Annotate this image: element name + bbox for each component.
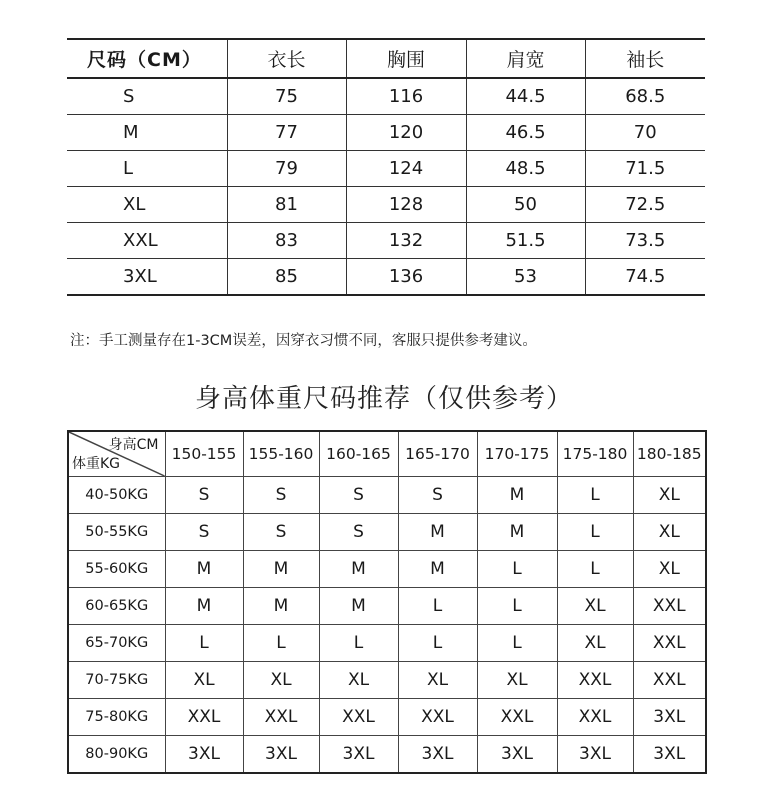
shoulder-value: 51.5 (466, 223, 585, 259)
weight-label: 80-90KG (68, 736, 165, 774)
size-cell: XXL (633, 588, 706, 625)
size-chart-row (67, 187, 705, 223)
size-cell: 3XL (633, 736, 706, 774)
height-header: 150-155 (165, 431, 243, 477)
size-cell: M (165, 588, 243, 625)
sleeve-value: 70 (585, 115, 705, 151)
size-cell: L (165, 625, 243, 662)
size-chart-header-row (67, 39, 705, 78)
size-cell: L (557, 477, 633, 514)
size-label: 3XL (67, 259, 227, 296)
size-cell: 3XL (243, 736, 319, 774)
size-cell: 3XL (633, 699, 706, 736)
size-cell: L (243, 625, 319, 662)
sleeve-value: 68.5 (585, 78, 705, 115)
height-header: 160-165 (319, 431, 398, 477)
sleeve-value: 71.5 (585, 151, 705, 187)
header-length: 衣长 (227, 39, 346, 78)
chest-value: 116 (346, 78, 466, 115)
size-cell: XL (319, 662, 398, 699)
size-cell: M (319, 588, 398, 625)
size-cell: XXL (243, 699, 319, 736)
size-cell: L (398, 625, 477, 662)
size-cell: S (319, 477, 398, 514)
recommendation-row (68, 551, 706, 588)
size-cell: 3XL (165, 736, 243, 774)
size-label: XXL (67, 223, 227, 259)
height-header: 165-170 (398, 431, 477, 477)
size-cell: M (165, 551, 243, 588)
sleeve-value: 72.5 (585, 187, 705, 223)
size-cell: L (557, 514, 633, 551)
size-cell: S (398, 477, 477, 514)
length-value: 81 (227, 187, 346, 223)
height-header: 155-160 (243, 431, 319, 477)
size-cell: L (398, 588, 477, 625)
size-cell: XXL (165, 699, 243, 736)
length-value: 77 (227, 115, 346, 151)
shoulder-value: 50 (466, 187, 585, 223)
weight-label: 70-75KG (68, 662, 165, 699)
recommendation-row (68, 662, 706, 699)
length-value: 85 (227, 259, 346, 296)
shoulder-value: 48.5 (466, 151, 585, 187)
size-cell: M (477, 514, 557, 551)
size-cell: XL (557, 625, 633, 662)
header-sleeve: 袖长 (585, 39, 705, 78)
sleeve-value: 74.5 (585, 259, 705, 296)
chest-value: 132 (346, 223, 466, 259)
height-header: 170-175 (477, 431, 557, 477)
size-cell: XXL (633, 625, 706, 662)
size-cell: S (319, 514, 398, 551)
size-cell: XXL (319, 699, 398, 736)
size-cell: 3XL (477, 736, 557, 774)
size-cell: M (398, 514, 477, 551)
size-chart-row (67, 78, 705, 115)
chest-value: 120 (346, 115, 466, 151)
size-cell: M (243, 551, 319, 588)
chest-value: 136 (346, 259, 466, 296)
size-cell: L (477, 625, 557, 662)
size-chart-row (67, 115, 705, 151)
length-value: 75 (227, 78, 346, 115)
corner-height-label: 身高CM (108, 437, 159, 453)
size-cell: S (243, 514, 319, 551)
recommendation-row (68, 588, 706, 625)
corner-cell (68, 431, 165, 477)
size-cell: XL (243, 662, 319, 699)
corner-weight-label: 体重KG (72, 456, 121, 472)
weight-label: 60-65KG (68, 588, 165, 625)
size-cell: XL (633, 477, 706, 514)
size-cell: XXL (633, 662, 706, 699)
header-shoulder: 肩宽 (466, 39, 585, 78)
measurement-note: 注：手工测量存在1-3CM误差，因穿衣习惯不同，客服只提供参考建议。 (70, 333, 537, 349)
size-cell: XL (165, 662, 243, 699)
recommendation-row (68, 514, 706, 551)
size-cell: XL (557, 588, 633, 625)
size-cell: L (477, 551, 557, 588)
size-cell: 3XL (319, 736, 398, 774)
size-cell: L (477, 588, 557, 625)
size-cell: XL (477, 662, 557, 699)
size-cell: 3XL (557, 736, 633, 774)
weight-label: 50-55KG (68, 514, 165, 551)
shoulder-value: 53 (466, 259, 585, 296)
length-value: 83 (227, 223, 346, 259)
recommendation-title: 身高体重尺码推荐（仅供参考） (194, 384, 573, 414)
header-size: 尺码（CM） (67, 39, 227, 78)
chest-value: 124 (346, 151, 466, 187)
size-cell: M (319, 551, 398, 588)
recommendation-row (68, 477, 706, 514)
size-cell: M (398, 551, 477, 588)
size-cell: XXL (398, 699, 477, 736)
size-cell: S (165, 514, 243, 551)
size-cell: XL (633, 514, 706, 551)
size-cell: M (243, 588, 319, 625)
size-chart-row (67, 151, 705, 187)
size-label: M (67, 115, 227, 151)
recommendation-table (67, 430, 707, 774)
size-cell: XL (398, 662, 477, 699)
size-chart-row (67, 259, 705, 296)
recommendation-row (68, 699, 706, 736)
weight-label: 75-80KG (68, 699, 165, 736)
sleeve-value: 73.5 (585, 223, 705, 259)
recommendation-row (68, 625, 706, 662)
size-cell: L (319, 625, 398, 662)
size-cell: XXL (557, 662, 633, 699)
size-cell: M (477, 477, 557, 514)
weight-label: 40-50KG (68, 477, 165, 514)
height-header: 180-185 (633, 431, 706, 477)
size-label: XL (67, 187, 227, 223)
recommendation-header-row (68, 431, 706, 477)
size-label: L (67, 151, 227, 187)
weight-label: 65-70KG (68, 625, 165, 662)
weight-label: 55-60KG (68, 551, 165, 588)
size-cell: XL (633, 551, 706, 588)
size-label: S (67, 78, 227, 115)
recommendation-row (68, 736, 706, 774)
size-chart-table (67, 38, 705, 296)
size-cell: S (165, 477, 243, 514)
size-cell: L (557, 551, 633, 588)
size-cell: XXL (557, 699, 633, 736)
height-header: 175-180 (557, 431, 633, 477)
length-value: 79 (227, 151, 346, 187)
size-cell: S (243, 477, 319, 514)
header-chest: 胸围 (346, 39, 466, 78)
size-chart-row (67, 223, 705, 259)
size-cell: XXL (477, 699, 557, 736)
shoulder-value: 44.5 (466, 78, 585, 115)
size-cell: 3XL (398, 736, 477, 774)
chest-value: 128 (346, 187, 466, 223)
shoulder-value: 46.5 (466, 115, 585, 151)
